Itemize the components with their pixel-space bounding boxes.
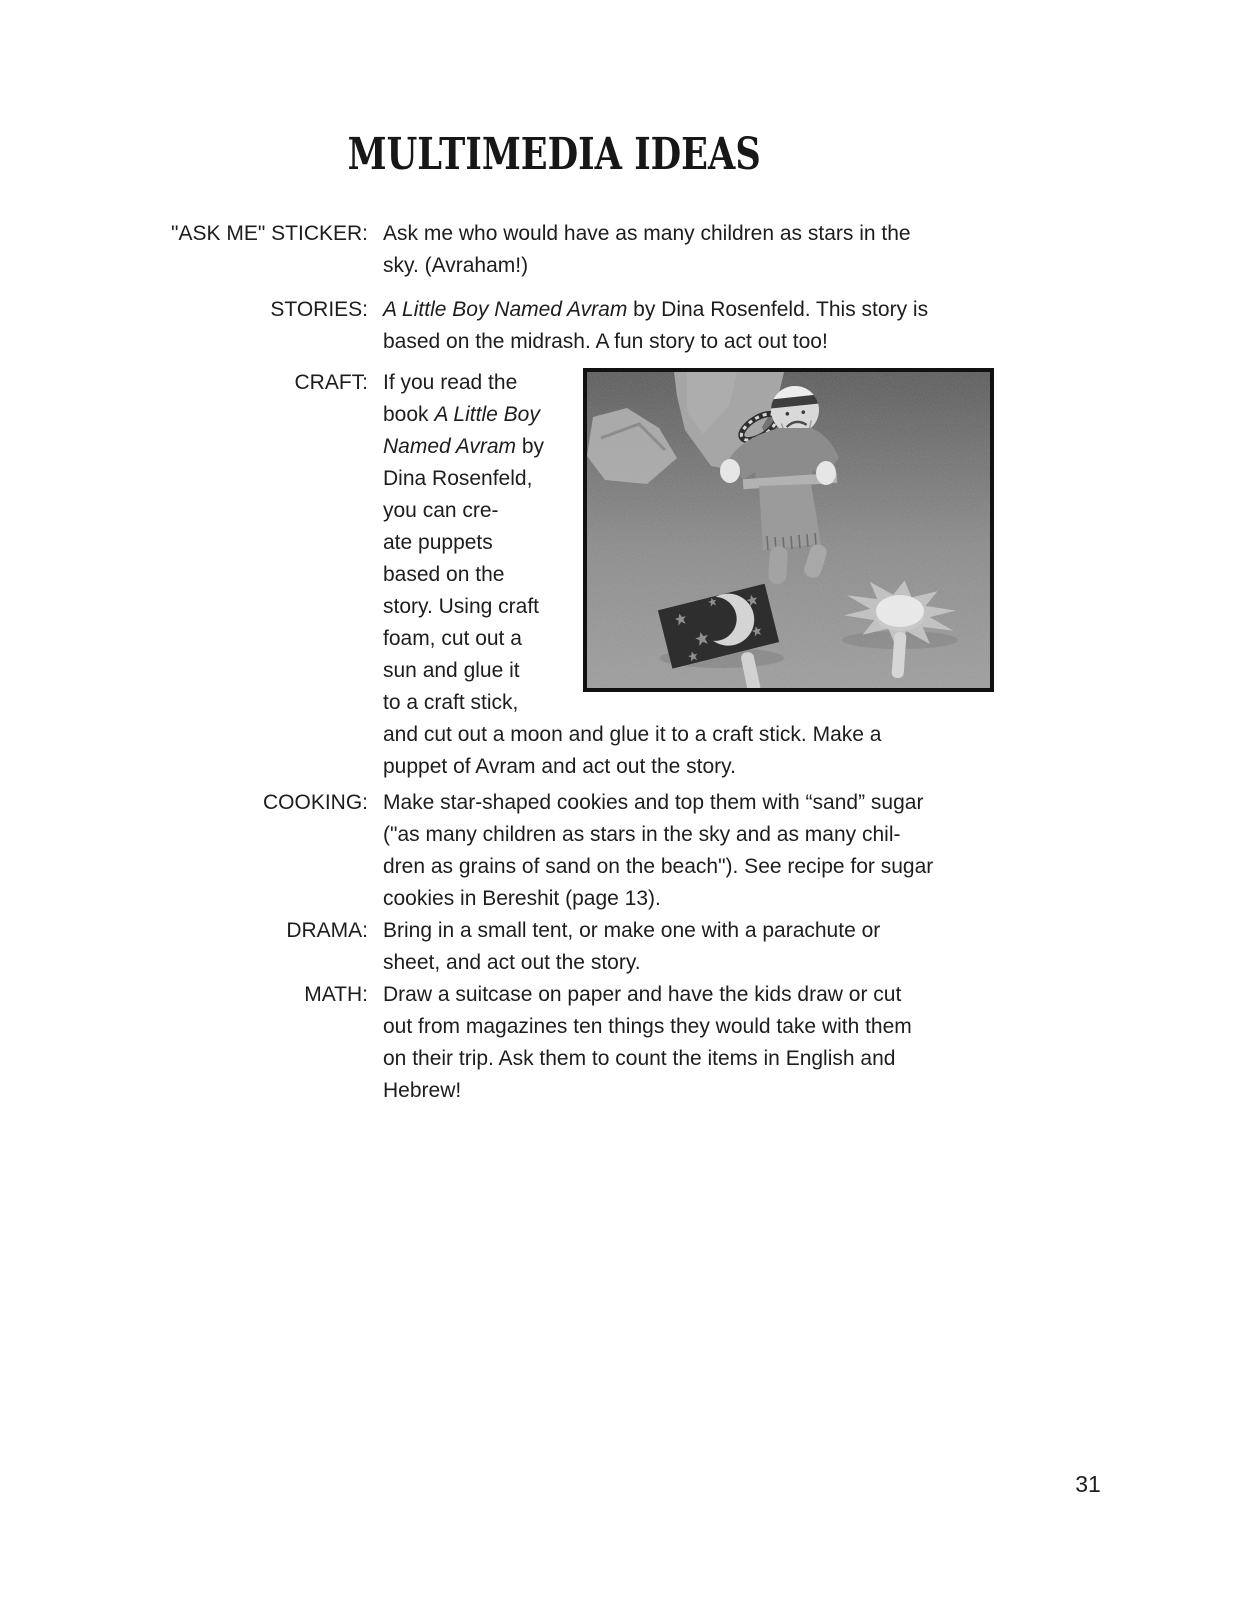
craft-text-below-photo: and cut out a moon and glue it to a craft stick. Make a puppet of Avram and act out the story.: [383, 723, 882, 778]
puppet-hand-left: [720, 459, 740, 483]
section-label: DRAMA:: [286, 919, 368, 942]
section-stories: [155, 294, 928, 358]
section-label: CRAFT:: [294, 371, 368, 394]
section-label: MATH:: [304, 983, 368, 1006]
craft-text-beside-photo: If you read the book A Little Boy Named Avram by Dina Rosenfeld, you can cre- ate puppets based on the story. Using craft foam, cut out a sun and glue it to a craft stick,: [383, 371, 545, 714]
page-number: 31: [1075, 1471, 1101, 1497]
craft-photo: [583, 368, 994, 692]
page-title: [0, 129, 1108, 180]
section-text: Make star-shaped cookies and top them with “sand” sugar ("as many children as stars in the sky and as many chil- dren as grains of sand on the beach"). See recipe for sugar cookies in Bereshit (page 13).: [383, 791, 934, 910]
section-drama: [155, 915, 880, 979]
section-label: STORIES:: [270, 298, 368, 321]
section-text: Ask me who would have as many children as stars in the sky. (Avraham!): [383, 222, 911, 277]
section-text: Bring in a small tent, or make one with a parachute or sheet, and act out the story.: [383, 919, 881, 974]
section-label: COOKING:: [262, 791, 368, 814]
section-ask-me-sticker: [155, 218, 911, 282]
section-text: A Little Boy Named Avram by Dina Rosenfeld. This story is based on the midrash. A fun story to act out too!: [383, 298, 929, 353]
page-title-text: MULTIMEDIA IDEAS: [347, 129, 761, 180]
puppet-hand-right: [816, 461, 836, 485]
section-label: "ASK ME" STICKER:: [171, 222, 368, 245]
section-math: [155, 979, 912, 1107]
craft-photo-image: [587, 372, 990, 688]
section-text: Draw a suitcase on paper and have the kids draw or cut out from magazines ten things they would take with them on their trip. Ask them to count the items in English and Hebrew!: [383, 983, 912, 1102]
section-cooking: [155, 787, 933, 915]
